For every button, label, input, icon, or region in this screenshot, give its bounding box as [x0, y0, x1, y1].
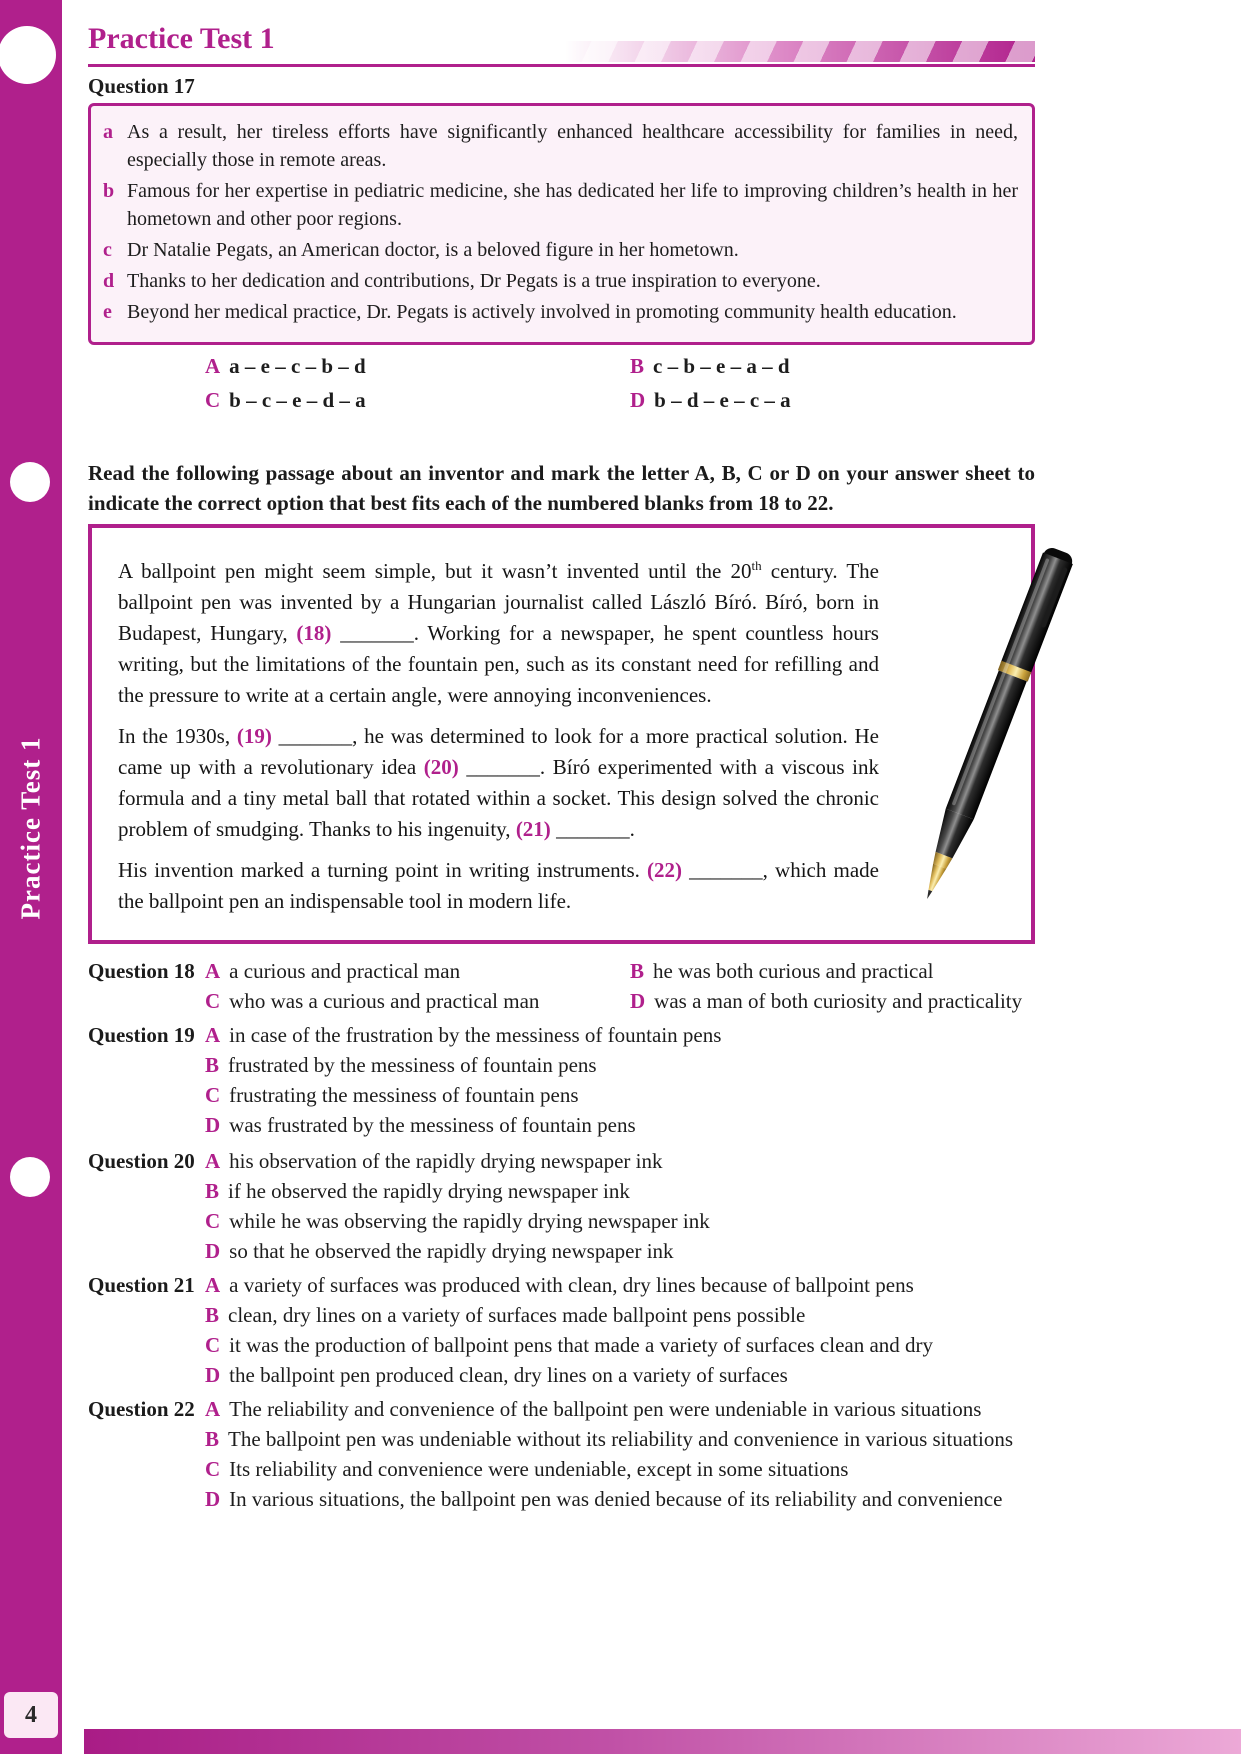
- option-letter: B: [630, 959, 645, 983]
- option-text: frustrated by the messiness of fountain pens: [228, 1053, 597, 1077]
- option-letter: D: [630, 388, 646, 412]
- option-letter: A: [205, 1273, 221, 1297]
- statement-text: As a result, her tireless efforts have significantly enhanced healthcare accessibility for families in need, especially those in remote areas.: [127, 121, 1018, 171]
- option-text: Its reliability and convenience were undeniable, except in some situations: [229, 1457, 849, 1481]
- option-letter: C: [205, 1083, 221, 1107]
- option-letter: C: [205, 989, 221, 1013]
- option-letter: C: [205, 388, 221, 412]
- reading-passage-box: [88, 524, 1035, 944]
- option-letter: A: [205, 959, 221, 983]
- blank-18: (18): [296, 621, 332, 645]
- option-d: [205, 1360, 1093, 1390]
- option-text: c – b – e – a – d: [653, 354, 790, 378]
- passage-paragraph-1: [118, 550, 879, 711]
- option-a: [205, 1394, 1093, 1424]
- blank-19: (19): [236, 724, 272, 748]
- question-17-statements-box: [88, 103, 1035, 345]
- option-letter: B: [205, 1427, 220, 1451]
- option-letter: A: [205, 1149, 221, 1173]
- decorative-circle: [10, 1157, 50, 1197]
- spacer: [88, 986, 205, 1016]
- option-text: he was both curious and practical: [653, 959, 934, 983]
- option-letter: D: [205, 1487, 221, 1511]
- header-rule: [88, 64, 1035, 67]
- section-instruction: Read the following passage about an inventor and mark the letter A, B, C or D on your answer sheet to indicate the correct option that best fits each of the numbered blanks from 18 to 22.: [88, 461, 1035, 515]
- statement-text: Famous for her expertise in pediatric medicine, she has dedicated her life to improving children’s health in her hometown and other poor regions.: [127, 180, 1018, 230]
- option-b: [205, 1300, 1093, 1330]
- passage-text: In the 1930s,: [118, 724, 237, 748]
- statement-letter: e: [103, 301, 112, 323]
- question-22: [88, 1394, 1093, 1514]
- option-c: [205, 388, 630, 413]
- reading-passage: [92, 528, 1031, 917]
- option-text: The ballpoint pen was undeniable without its reliability and convenience in various situations: [228, 1427, 1014, 1451]
- pen-cap-top: [1040, 545, 1074, 573]
- question-label: Question 18: [88, 959, 195, 983]
- statement-row-e: [103, 298, 1018, 326]
- option-d: [205, 1110, 1093, 1140]
- passage-text: _______, he was determined to look for a more practical solution. He came up with a revolutionary idea: [118, 724, 879, 779]
- option-b: [205, 1176, 1093, 1206]
- option-letter: D: [205, 1239, 221, 1263]
- option-text: The reliability and convenience of the ballpoint pen were undeniable in various situations: [229, 1397, 982, 1421]
- option-text: who was a curious and practical man: [229, 989, 540, 1013]
- option-c: [205, 1330, 1093, 1360]
- option-text: while he was observing the rapidly drying newspaper ink: [229, 1209, 710, 1233]
- option-c: [205, 1454, 1093, 1484]
- option-text: a variety of surfaces was produced with clean, dry lines because of ballpoint pens: [229, 1273, 914, 1297]
- option-letter: B: [205, 1053, 220, 1077]
- statement-row-c: [103, 236, 1018, 264]
- blank-22: (22): [647, 858, 683, 882]
- option-b: [205, 1050, 1093, 1080]
- option-text: so that he observed the rapidly drying newspaper ink: [229, 1239, 674, 1263]
- option-letter: D: [630, 989, 646, 1013]
- statement-letter: d: [103, 270, 115, 292]
- option-letter: A: [205, 1023, 221, 1047]
- question-17-label: Question 17: [88, 74, 195, 98]
- question-label: Question 21: [88, 1273, 195, 1297]
- option-text: it was the production of ballpoint pens that made a variety of surfaces clean and dry: [229, 1333, 934, 1357]
- option-text: his observation of the rapidly drying newspaper ink: [229, 1149, 663, 1173]
- option-b: [630, 354, 1035, 379]
- option-c: [205, 1206, 1093, 1236]
- option-c: [205, 986, 630, 1016]
- question-19: [88, 1020, 1093, 1140]
- option-b: [630, 956, 1093, 986]
- blank-20: (20): [423, 755, 459, 779]
- header-stripe-decoration: [565, 41, 1035, 62]
- passage-paragraph-2: [118, 721, 879, 845]
- option-text: b – c – e – d – a: [229, 388, 366, 412]
- passage-text: His invention marked a turning point in writing instruments.: [118, 858, 648, 882]
- option-letter: B: [630, 354, 645, 378]
- question-18: [88, 956, 1093, 1016]
- option-b: [205, 1424, 1093, 1454]
- question-label: Question 19: [88, 1023, 195, 1047]
- option-a: [205, 1020, 1093, 1050]
- option-text: frustrating the messiness of fountain pens: [229, 1083, 579, 1107]
- ordinal-superscript: th: [751, 558, 762, 573]
- option-a: [205, 1270, 1093, 1300]
- option-a: [205, 354, 630, 379]
- option-letter: B: [205, 1303, 220, 1327]
- option-d: [205, 1484, 1093, 1514]
- statement-text: Beyond her medical practice, Dr. Pegats is actively involved in promoting community health education.: [127, 301, 957, 323]
- passage-text: _______, which made the ballpoint pen an indispensable tool in modern life.: [118, 858, 879, 913]
- option-c: [205, 1080, 1093, 1110]
- passage-text: A ballpoint pen might seem simple, but it wasn’t invented until the 20: [118, 559, 752, 583]
- sidebar-vertical-title: Practice Test 1: [15, 736, 46, 920]
- statement-text: Thanks to her dedication and contributions, Dr Pegats is a true inspiration to everyone.: [127, 270, 821, 292]
- option-letter: A: [205, 1397, 221, 1421]
- statement-letter: b: [103, 180, 115, 202]
- option-text: was a man of both curiosity and practicality: [654, 989, 1023, 1013]
- question-20: [88, 1146, 1093, 1266]
- passage-text: _______.: [550, 817, 635, 841]
- option-text: the ballpoint pen produced clean, dry lines on a variety of surfaces: [229, 1363, 788, 1387]
- page-title: Practice Test 1: [88, 22, 275, 55]
- option-letter: B: [205, 1179, 220, 1203]
- passage-paragraph-3: [118, 855, 879, 917]
- option-text: b – d – e – c – a: [654, 388, 791, 412]
- option-letter: C: [205, 1333, 221, 1357]
- statement-row-b: [103, 177, 1018, 233]
- question-label: Question 22: [88, 1397, 195, 1421]
- option-letter: D: [205, 1113, 221, 1137]
- option-text: In various situations, the ballpoint pen was denied because of its reliability and convenience: [229, 1487, 1003, 1511]
- option-text: if he observed the rapidly drying newspaper ink: [228, 1179, 630, 1203]
- bottom-decorative-bar: [84, 1729, 1241, 1754]
- option-a: [205, 1146, 1093, 1176]
- statement-text: Dr Natalie Pegats, an American doctor, is a beloved figure in her hometown.: [127, 239, 739, 261]
- option-text: a – e – c – b – d: [229, 354, 366, 378]
- question-17-answer-options: [88, 354, 1035, 413]
- option-text: in case of the frustration by the messiness of fountain pens: [229, 1023, 722, 1047]
- option-text: was frustrated by the messiness of fountain pens: [229, 1113, 636, 1137]
- option-d: [630, 986, 1093, 1016]
- question-21: [88, 1270, 1093, 1390]
- option-letter: D: [205, 1363, 221, 1387]
- decorative-circle: [0, 26, 56, 84]
- statement-letter: c: [103, 239, 112, 261]
- option-a: [205, 956, 630, 986]
- statement-row-a: [103, 118, 1018, 174]
- pen-clip: [1040, 567, 1068, 629]
- decorative-circle: [10, 462, 50, 502]
- option-d: [630, 388, 1035, 413]
- option-text: a curious and practical man: [229, 959, 461, 983]
- option-letter: C: [205, 1457, 221, 1481]
- question-label: Question 20: [88, 1149, 195, 1173]
- passage-text: century. The ballpoint pen was invented by a Hungarian journalist called László Bíró. Bíró, born in Budapest, Hungary,: [118, 559, 880, 645]
- option-letter: A: [205, 354, 221, 378]
- statement-letter: a: [103, 121, 113, 143]
- blank-21: (21): [515, 817, 551, 841]
- passage-text: _______. Working for a newspaper, he spent countless hours writing, but the limitations of the fountain pen, such as its constant need for refilling and the pressure to write at a certain angle, were annoying inconveniences.: [118, 621, 879, 707]
- passage-text: _______. Bíró experimented with a viscous ink formula and a tiny metal ball that rotated within a socket. This design solved the chronic problem of smudging. Thanks to his ingenuity,: [118, 755, 880, 841]
- option-letter: C: [205, 1209, 221, 1233]
- option-text: clean, dry lines on a variety of surfaces made ballpoint pens possible: [228, 1303, 806, 1327]
- page-number: 4: [4, 1692, 58, 1738]
- option-d: [205, 1236, 1093, 1266]
- statement-row-d: [103, 267, 1018, 295]
